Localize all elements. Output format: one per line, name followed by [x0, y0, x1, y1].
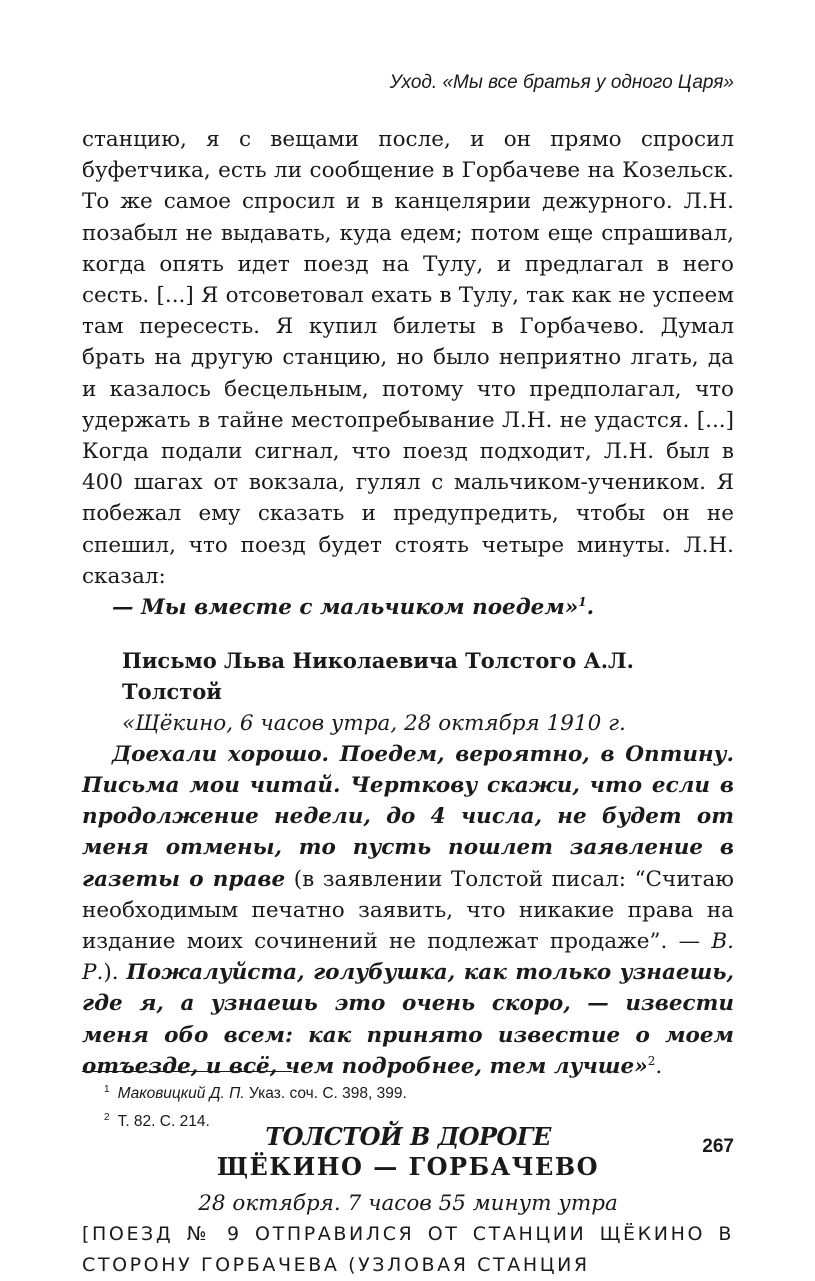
editor-note-close: ). — [103, 960, 127, 986]
footnotes — [104, 1080, 407, 1136]
footnote-ref: 1 — [578, 594, 587, 609]
section-subtitle: ЩЁКИНО — ГОРБАЧЕВО — [216, 1152, 600, 1182]
caps-paragraph: [ПОЕЗД № 9 ОТПРАВИЛСЯ ОТ СТАНЦИИ ЩЁКИНО В СТОРОНУ ГОРБАЧЕВА (УЗЛОВАЯ СТАНЦИЯ — [82, 1223, 734, 1277]
footnote-text: Указ. соч. С. 398, 399. — [244, 1085, 407, 1102]
editor-note: (в заявлении Толстой писал: “Считаю необходимым печатно заявить, что никакие права на издание моих сочинений не подлежат продаже”. — — [82, 866, 734, 955]
footnote-number: 2 — [104, 1111, 110, 1123]
footnote — [104, 1080, 407, 1108]
letter-body — [82, 739, 734, 1082]
editor-initials: В. Р. — [82, 929, 734, 986]
letter-heading: Письмо Льва Николаевича Толстого А.Л. Толстой — [122, 648, 634, 705]
letter-end: . — [655, 1053, 663, 1079]
book-page — [82, 0, 734, 1277]
letter-date: «Щёкино, 6 часов утра, 28 октября 1910 г. — [122, 710, 626, 736]
paragraph: станцию, я с вещами после, и он прямо спросил буфетчика, есть ли сообщение в Горбачеве на Козельск. То же самое спросил и в канцелярии дежурного. Л.Н. позабыл не выдавать, куда едем; потом еще спрашивал, когда опять идет поезд на Тулу, и предлагал в него сесть. [...] Я отсоветовал ехать в Тулу, так как не успеем там пересесть. Я купил билеты в Горбачево. Думал брать на другую станцию, но было неприятно лгать, да и казалось бесцельным, потому что предполагал, что удержать в тайне местопребывание Л.Н. не удастся. [...] Когда подали сигнал, что поезд подходит, Л.Н. был в 400 шагах от вокзала, гулял с мальчиком-учеником. Я побежал ему сказать и предупредить, чтобы он не спешил, что поезд будет стоять четыре минуты. Л.Н. сказал: — [82, 127, 734, 589]
running-head: Уход. «Мы все братья у одного Царя» — [389, 72, 734, 93]
letter-bold-text: Доехали хорошо. Поедем, вероятно, в Оптину. Письма мои читай. Черткову скажи, что если в продолжение недели, до 4 числа, не будет от меня отмены, то пусть пошлет заявление в газеты о праве — [82, 741, 734, 892]
section-title: ТОЛСТОЙ В ДОРОГЕ — [265, 1122, 551, 1152]
quote-text: — Мы вместе с мальчиком поедем — [112, 595, 565, 621]
letter-bold-text-2: Пожалуйста, голубушка, как только узнаешь, где я, а узнаешь это очень скоро, — извести меня обо всем: как принято известие о моем отъезде, и всё, чем подробнее, тем лучше» — [82, 960, 734, 1079]
footnote-text: Т. 82. С. 214. — [117, 1113, 210, 1130]
footnote-divider — [82, 1071, 292, 1072]
footnote — [104, 1108, 407, 1136]
page-number: 267 — [702, 1136, 734, 1157]
quote-end: . — [586, 595, 595, 621]
footnote-ref: 2 — [647, 1053, 656, 1068]
footnote-number: 1 — [104, 1083, 110, 1095]
quote — [82, 592, 734, 623]
section-date: 28 октября. 7 часов 55 минут утра — [198, 1191, 618, 1217]
footnote-author: Маковицкий Д. П. — [117, 1085, 245, 1102]
quote-close: » — [564, 595, 579, 621]
